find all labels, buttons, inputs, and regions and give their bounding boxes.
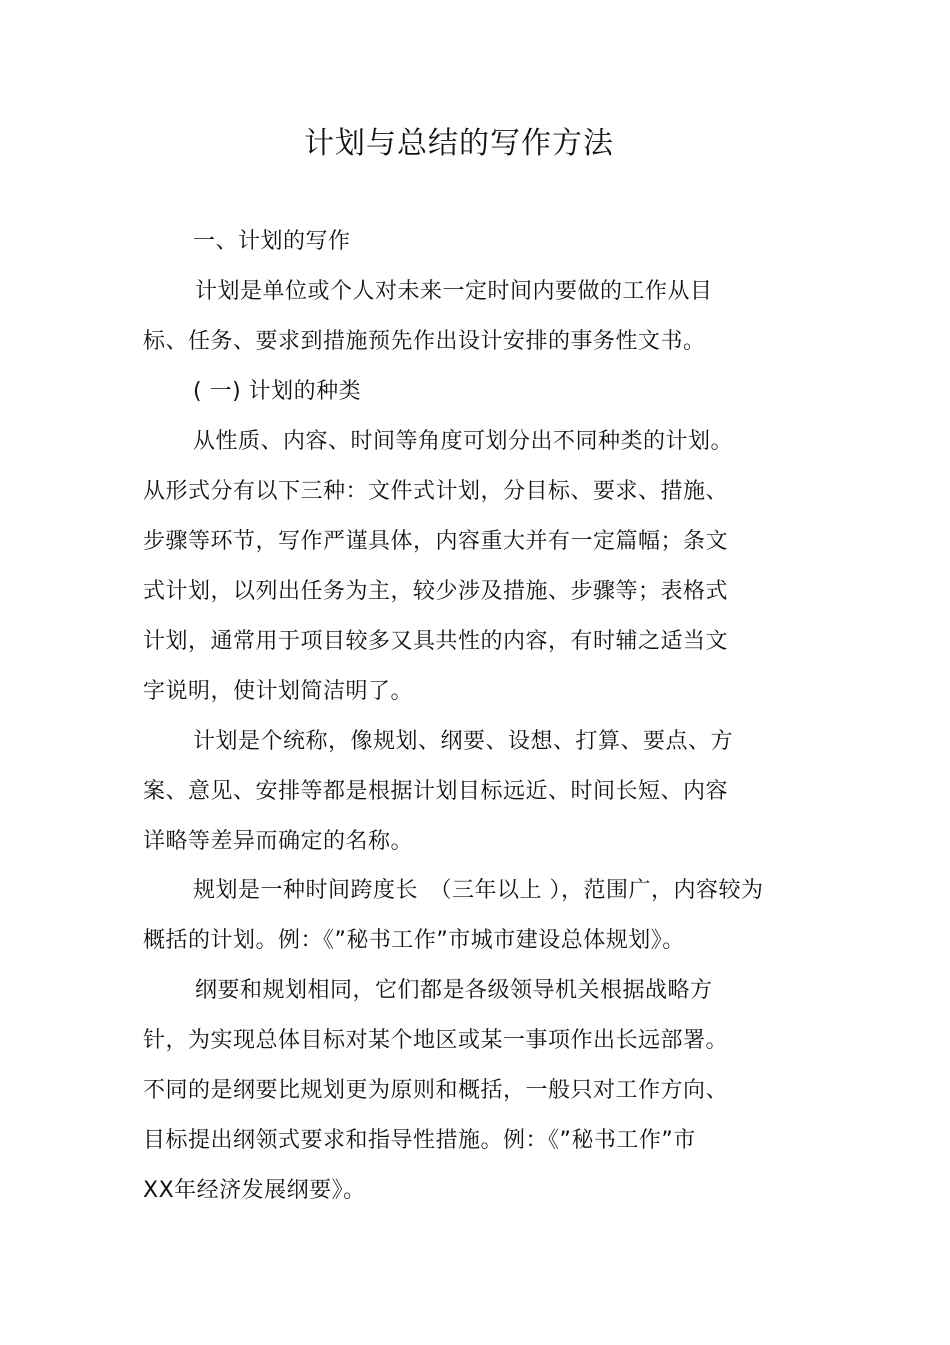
paragraph-line: XX年经济发展纲要》。 [143, 1178, 366, 1203]
paragraph-line: 目标提出纲领式要求和指导性措施。例：《”秘书工作”市 [143, 1128, 696, 1153]
document-title: 计划与总结的写作方法 [304, 126, 614, 161]
paragraph-line: 字说明，使计划简洁明了。 [143, 679, 414, 704]
paragraph-line: 详略等差异而确定的名称。 [143, 829, 414, 854]
paragraph-line: 概括的计划。例：《”秘书工作”市城市建设总体规划》。 [143, 928, 685, 953]
paragraph-line: 计划是个统称，像规划、纲要、设想、打算、要点、方 [193, 729, 734, 754]
paragraph-line: 从形式分有以下三种：文件式计划，分目标、要求、措施、 [143, 479, 729, 504]
paragraph-line: 标、任务、要求到措施预先作出设计安排的事务性文书。 [143, 329, 706, 354]
paragraph-line: 规划是一种时间跨度长 （三年以上 ），范围广，内容较为 [193, 878, 764, 903]
paragraph-line: 计划是单位或个人对未来一定时间内要做的工作从目 [195, 279, 713, 304]
paragraph-line: 针，为实现总体目标对某个地区或某一事项作出长远部署。 [143, 1028, 729, 1053]
paragraph-line: 计划，通常用于项目较多又具共性的内容，有时辅之适当文 [143, 629, 729, 654]
paragraph-line: 纲要和规划相同，它们都是各级领导机关根据战略方 [195, 978, 713, 1003]
paragraph-line: 式计划，以列出任务为主，较少涉及措施、步骤等；表格式 [143, 579, 729, 604]
paragraph-line: 不同的是纲要比规划更为原则和概括，一般只对工作方向、 [143, 1078, 729, 1103]
subsection-heading: ( 一) 计划的种类 [193, 379, 362, 404]
paragraph-line: 案、意见、安排等都是根据计划目标远近、时间长短、内容 [143, 779, 729, 804]
section-heading: 一、计划的写作 [193, 229, 351, 254]
paragraph-line: 从性质、内容、时间等角度可划分出不同种类的计划。 [193, 429, 734, 454]
paragraph-line: 步骤等环节，写作严谨具体，内容重大并有一定篇幅；条文 [143, 529, 729, 554]
